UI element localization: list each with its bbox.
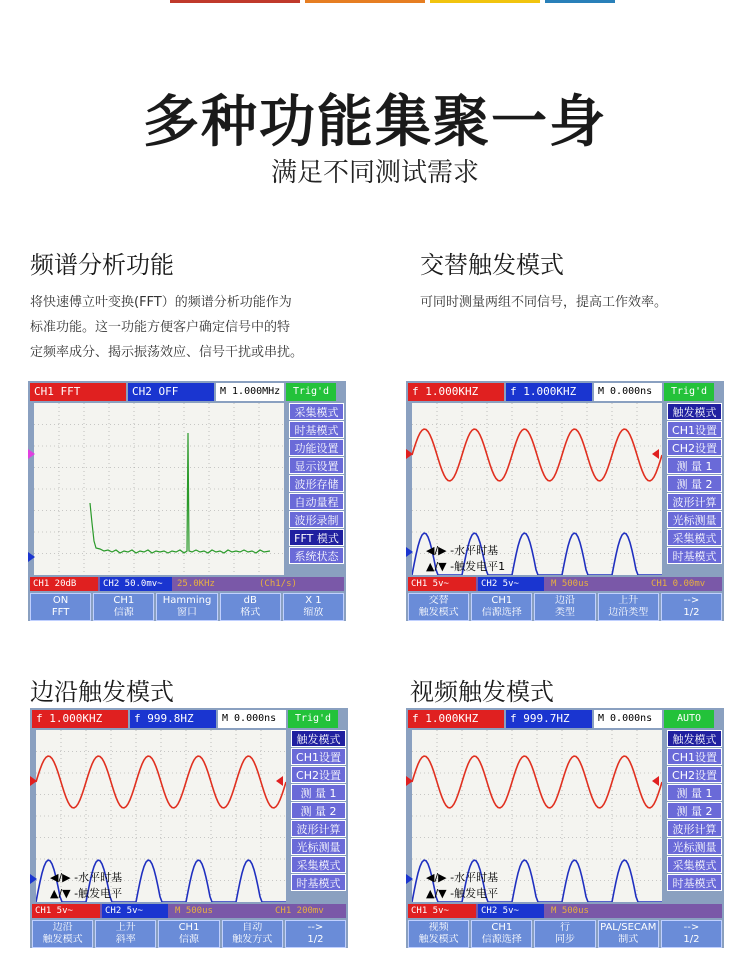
page-title: 多种功能集聚一身 [143,90,607,155]
menu-item[interactable]: CH2设置 [667,439,722,456]
trigger-level-marker [652,449,659,459]
oscilloscope-screen-alternate [406,381,724,621]
menu-item[interactable]: 波形计算 [291,820,346,837]
hint-trigger-level: ▲/▼ -触发电平 [426,887,499,900]
hint-horizontal-timebase: ◀/▶ -水平时基 [50,871,123,884]
menu-item[interactable]: 波形计算 [667,493,722,510]
softkey-row [28,593,346,621]
status-bar [32,904,346,918]
ch1-level-marker [406,776,413,786]
ch1-waveform [36,756,286,808]
menu-item[interactable]: 时基模式 [289,421,344,438]
time-scale: M 500us [551,579,589,589]
ch1-scale: CH1 5v~ [408,904,476,918]
ch1-level-marker [406,449,413,459]
softkey-button[interactable]: dB 格式 [220,593,281,621]
ch1-level-marker [30,776,37,786]
section-desc-fft: 将快速傅立叶变换(FFT）的频谱分析功能作为 标准功能。这一功能方便客户确定信号中的特 定频率成分、揭示振荡效应、信号干扰或串扰。 [30,295,304,360]
ch2-level-marker [406,874,413,884]
menu-item[interactable]: 显示设置 [289,457,344,474]
softkey-row [406,920,724,948]
menu-item[interactable]: 测 量 1 [667,457,722,474]
ch2-scale: CH2 5v~ [478,577,544,591]
softkey-button[interactable]: CH1 信源 [158,920,219,948]
ch2-scale: CH2 5v~ [102,904,168,918]
softkey-button[interactable]: 上升 边沿类型 [598,593,659,621]
menu-item[interactable]: 采集模式 [667,529,722,546]
fft-plot [34,403,284,575]
menu-item[interactable]: 自动量程 [289,493,344,510]
page-subtitle: 满足不同测试需求 [270,158,479,188]
ch2-frequency: f 999.8HZ [130,710,216,728]
menu-item[interactable]: 光标测量 [291,838,346,855]
ch1-frequency: f 1.000KHZ [408,383,504,401]
status-bar [408,904,722,918]
ch2-level-marker [30,874,37,884]
ch1-scale: CH1 20dB [30,577,98,591]
menu-item[interactable]: 时基模式 [667,547,722,564]
trigger-value [648,904,722,918]
timebase-readout: M 1.000MHz [216,383,284,401]
ch1-waveform [412,429,662,481]
softkey-button[interactable]: PAL/SECAM 制式 [598,920,659,948]
menu-item[interactable]: 触发模式 [667,403,722,420]
hint-horizontal-timebase: ◀/▶ -水平时基 [426,871,499,884]
menu-item[interactable]: 触发模式 [291,730,346,747]
scope-side-menu [667,403,722,565]
softkey-button[interactable]: --> 1/2 [661,593,722,621]
softkey-button[interactable]: 行 同步 [534,920,595,948]
status-bar [408,577,722,591]
time-scale: M 500us [551,906,589,916]
menu-item[interactable]: 系统状态 [289,547,344,564]
menu-item[interactable]: 时基模式 [667,874,722,891]
ch1-header: CH1 FFT [30,383,126,401]
oscilloscope-screen-video [406,708,724,948]
trigger-value: CH1 0.00mv [651,579,706,589]
softkey-button[interactable]: 边沿 触发模式 [32,920,93,948]
softkey-row [30,920,348,948]
hint-trigger-level: ▲/▼ -触发电平1 [426,560,506,573]
sample-rate: (Ch1/s) [259,579,297,589]
scope-side-menu [667,730,722,892]
ch1-waveform [412,756,662,808]
menu-item[interactable]: 波形计算 [667,820,722,837]
scope-side-menu [291,730,346,892]
menu-item[interactable]: 光标测量 [667,511,722,528]
trigger-value: CH1 200mv [275,906,324,916]
oscilloscope-screen-fft [28,381,346,621]
hint-horizontal-timebase: ◀/▶ -水平时基 [426,544,499,557]
trigger-status: AUTO [664,710,714,728]
softkey-row [406,593,724,621]
section-title-alternate: 交替触发模式 [420,251,564,279]
menu-item[interactable]: 采集模式 [289,403,344,420]
menu-item[interactable]: 时基模式 [291,874,346,891]
oscilloscope-screen-edge [30,708,348,948]
trigger-status: Trig'd [286,383,336,401]
ch1-scale: CH1 5v~ [32,904,100,918]
trigger-status: Trig'd [664,383,714,401]
section-title-fft: 频谱分析功能 [30,251,174,279]
menu-item[interactable]: 采集模式 [291,856,346,873]
ch1-frequency: f 1.000KHZ [408,710,504,728]
softkey-button[interactable]: 自动 触发方式 [222,920,283,948]
menu-item[interactable]: 测 量 2 [667,802,722,819]
ch2-frequency: f 999.7HZ [506,710,592,728]
menu-item-selected[interactable]: FFT 模式 [289,529,344,546]
softkey-button[interactable]: 边沿 类型 [534,593,595,621]
ch2-frequency: f 1.000KHZ [506,383,592,401]
hint-trigger-level: ▲/▼ -触发电平 [50,887,123,900]
top-accent-bar [0,0,750,3]
freq-span: 25.0KHz [177,579,215,589]
ch2-header: CH2 OFF [128,383,214,401]
scope-side-menu [289,403,344,565]
section-title-edge: 边沿触发模式 [30,678,174,706]
menu-item[interactable]: 测 量 2 [291,802,346,819]
status-bar [30,577,344,591]
ch2-level-marker [406,547,413,557]
menu-item[interactable]: 波形录制 [289,511,344,528]
trigger-level-marker [652,776,659,786]
softkey-button[interactable]: --> 1/2 [661,920,722,948]
softkey-button[interactable]: --> 1/2 [285,920,346,948]
menu-item[interactable]: CH1设置 [667,748,722,765]
softkey-button[interactable]: ON FFT [30,593,91,621]
section-title-video: 视频触发模式 [410,678,554,706]
menu-item[interactable]: 光标测量 [667,838,722,855]
ch2-scale: CH2 50.0mv~ [100,577,172,591]
softkey-button[interactable]: CH1 信源 [93,593,154,621]
menu-item[interactable]: CH1设置 [667,421,722,438]
menu-item[interactable]: CH2设置 [667,766,722,783]
ch1-scale: CH1 5v~ [408,577,476,591]
ch1-level-marker [28,449,35,459]
timebase-readout: M 0.000ns [218,710,286,728]
menu-item[interactable]: CH1设置 [291,748,346,765]
ch2-scale: CH2 5v~ [478,904,544,918]
softkey-button[interactable]: 交替 触发模式 [408,593,469,621]
menu-item[interactable]: 测 量 1 [667,784,722,801]
menu-item[interactable]: 功能设置 [289,439,344,456]
softkey-button[interactable]: 视频 触发模式 [408,920,469,948]
menu-item[interactable]: 测 量 2 [667,475,722,492]
softkey-button[interactable]: CH1 信源选择 [471,593,532,621]
trigger-level-marker [276,776,283,786]
ch2-level-marker [28,552,35,562]
softkey-button[interactable]: Hamming 窗口 [156,593,217,621]
timebase-readout: M 0.000ns [594,383,662,401]
menu-item[interactable]: 采集模式 [667,856,722,873]
menu-item[interactable]: 测 量 1 [291,784,346,801]
ch1-frequency: f 1.000KHZ [32,710,128,728]
menu-item[interactable]: 波形存储 [289,475,344,492]
menu-item[interactable]: 触发模式 [667,730,722,747]
softkey-button[interactable]: CH1 信源选择 [471,920,532,948]
softkey-button[interactable]: 上升 斜率 [95,920,156,948]
section-desc-alternate: 可同时测量两组不同信号，提高工作效率。 [420,295,668,310]
softkey-button[interactable]: X 1 缩放 [283,593,344,621]
menu-item[interactable]: CH2设置 [291,766,346,783]
trigger-status: Trig'd [288,710,338,728]
time-scale: M 500us [175,906,213,916]
timebase-readout: M 0.000ns [594,710,662,728]
